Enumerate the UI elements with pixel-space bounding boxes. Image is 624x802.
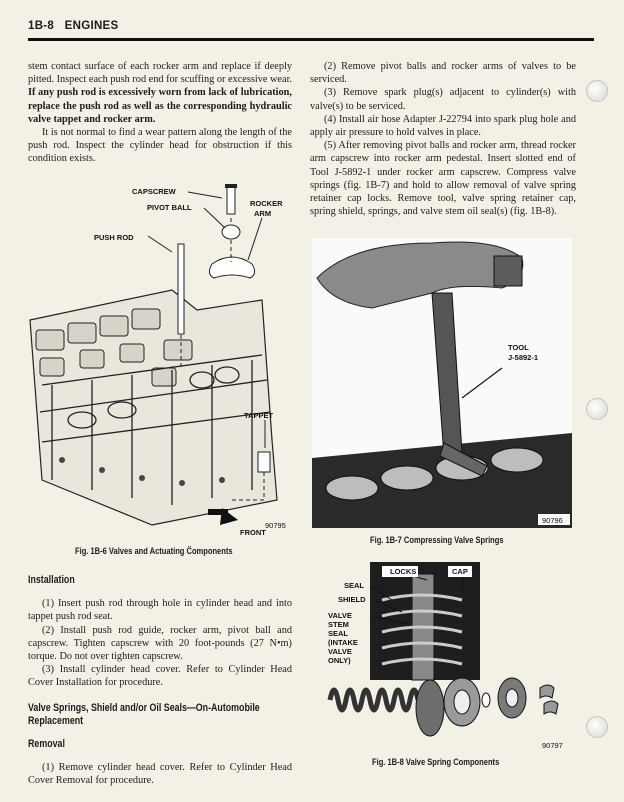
binder-hole-middle — [586, 398, 608, 420]
label-rocker-arm-line1: ROCKER — [250, 199, 283, 208]
valve-springs-heading: Valve Springs, Shield and/or Oil Seals—On-Automobile Replacement — [28, 701, 260, 727]
label-capscrew: CAPSCREW — [132, 187, 176, 196]
svg-text:(INTAKE: (INTAKE — [328, 638, 358, 647]
svg-text:STEM: STEM — [328, 620, 349, 629]
removal-step-5: (5) After removing pivot balls and rocker arm, thread rocker arm capscrew into rocker arm pedestal. Insert slotted end of Tool J-5892-1 under rocker arm capscrew. Compress valve springs (fig. 1B-7) and hold to allow removal of valve spring retainer cap locks. Remove tool, valve spring retainer cap, spring shield, springs, and valve stem oil seal(s) (fig. 1B-8). — [310, 140, 576, 218]
left-intro-text — [28, 60, 292, 166]
paragraph-push-rod-inspection: stem contact surface of each rocker arm and replace if deeply pitted. Inspect each push rod end for scuffing or excessive wear. If any push rod is excessively worn from lack of lubrication, replace the push rod as well as the corresponding hydraulic valve tappet and rocker arm. — [28, 61, 293, 125]
label-locks: LOCKS — [390, 567, 417, 576]
figure-caption-1b6: Fig. 1B-6 Valves and Actuating C̈omponents — [75, 546, 233, 556]
label-rocker-arm-line2: ARM — [254, 209, 272, 218]
figure-caption-1b7: Fig. 1B-7 Compressing Valve Springs — [370, 535, 504, 545]
figure-code: 90795 — [265, 521, 286, 530]
svg-text:SEAL: SEAL — [328, 629, 349, 638]
binder-hole-bottom — [586, 716, 608, 738]
install-step-3: (3) Install cylinder head cover. Refer to Cylinder Head Cover Installation for procedure. — [28, 664, 292, 689]
figure-caption-1b8: Fig. 1B-8 Valve Spring Components — [372, 757, 500, 767]
right-steps-text — [310, 60, 576, 218]
removal-step-2: (2) Remove pivot balls and rocker arms of valves to be serviced. — [310, 61, 576, 86]
page-number: 1B-8 — [28, 20, 55, 32]
paragraph-wear-pattern: It is not normal to find a wear pattern along the length of the push rod. Inspect the cylinder head for obstruction if this condition exists. — [28, 127, 292, 165]
install-step-2: (2) Install push rod guide, rocker arm, pivot ball and capscrew. Tighten capscrew with 20 foot-pounds (27 N•m) torque. Do not over tighten capscrew. — [28, 624, 292, 663]
label-tool-number: J-5892-1 — [508, 353, 539, 362]
left-installation-text — [28, 574, 292, 787]
figure-compressing-valve-springs — [312, 238, 572, 528]
removal-step-3: (3) Remove spark plug(s) adjacent to cylinder(s) with valve(s) to be serviced. — [310, 87, 576, 112]
install-step-1: (1) Insert push rod through hole in cylinder head and into tappet push rod seat. — [28, 598, 292, 623]
removal-heading: Removal — [28, 737, 65, 750]
binder-hole-top — [586, 80, 608, 102]
label-tool: TOOL — [508, 343, 529, 352]
label-seal: SEAL — [344, 581, 365, 590]
svg-text:VALVE: VALVE — [328, 611, 352, 620]
svg-text:ONLY): ONLY) — [328, 656, 351, 665]
section-title: ENGINES — [64, 20, 119, 32]
label-shield: SHIELD — [338, 595, 366, 604]
label-push-rod: PUSH ROD — [94, 233, 134, 242]
removal-step-4: (4) Install air hose Adapter J-22794 into spark plug hole and apply air pressure to hold valves in place. — [310, 113, 576, 139]
removal-step-1: (1) Remove cylinder head cover. Refer to Cylinder Head Cover Removal for procedure. — [28, 761, 292, 787]
figure-code: 90797 — [542, 741, 563, 750]
label-pivot-ball: PIVOT BALL — [147, 203, 192, 212]
label-tappet: TAPPET — [244, 411, 274, 420]
installation-heading: Installation — [28, 574, 75, 586]
label-cap: CAP — [452, 567, 468, 576]
figure-code: 90796 — [542, 516, 563, 525]
label-front: FRONT — [240, 528, 266, 537]
page-header — [28, 20, 119, 32]
header-rule — [28, 38, 594, 41]
figure-valve-spring-components — [312, 560, 574, 750]
figure-valves-actuating-components — [22, 180, 297, 540]
svg-text:VALVE: VALVE — [328, 647, 352, 656]
label-valve-stem-seal — [328, 611, 358, 665]
